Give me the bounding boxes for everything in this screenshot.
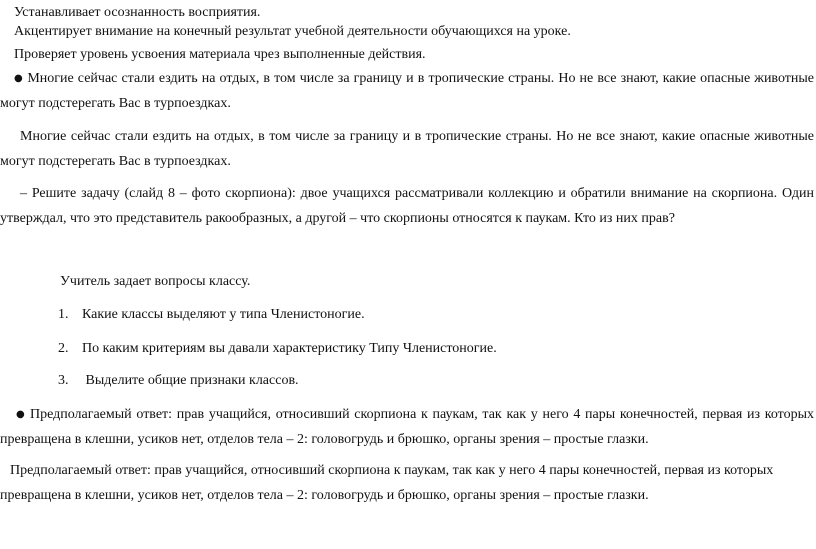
question-text: Выделите общие признаки классов.	[82, 373, 299, 388]
paragraph-check: Проверяет уровень усвоения материала чрез выполненные действия.	[14, 47, 426, 62]
question-item-3	[58, 372, 299, 390]
paragraph-travel: Многие сейчас стали ездить на отдых, в том числе за границу и в тропические страны. Но не все знают, какие опасные животные могут подстерегать Вас в турпоездках.	[0, 129, 814, 169]
paragraph-scorpion-task: – Решите задачу (слайд 8 – фото скорпиона): двое учащихся рассматривали коллекцию и обратили внимание на скорпиона. Один утверждал, что это представитель ракообразных, а другой – что скорпионы относятся к паукам. Кто из них прав?	[0, 186, 814, 226]
question-text: По каким критериям вы давали характеристику Типу Членистоногие.	[82, 341, 497, 356]
question-number: 1.	[58, 307, 69, 322]
paragraph-perception: Устанавливает осознанность восприятия.	[14, 5, 261, 20]
question-number: 2.	[58, 341, 69, 356]
bullet-icon: ●	[14, 73, 24, 84]
paragraph-travel-text: Многие сейчас стали ездить на отдых, в том числе за границу и в тропические страны. Но не все знают, какие опасные животные могут подстерегать Вас в турпоездках.	[0, 71, 814, 111]
bullet-icon: ●	[16, 409, 26, 420]
answer-repeated: Предполагаемый ответ: прав учащийся, относивший скорпиона к паукам, так как у него 4 пары конечностей, первая из которых превращена в клешни, усиков нет, отделов тела – 2: головогрудь и брюшко, органы зрения – простые глазки.	[0, 463, 774, 503]
question-text: Какие классы выделяют у типа Членистоногие.	[82, 307, 365, 322]
question-item-1	[58, 306, 365, 324]
question-number: 3.	[58, 373, 69, 388]
paragraph-travel-bulleted	[0, 66, 814, 116]
answer-text: Предполагаемый ответ: прав учащийся, относивший скорпиона к паукам, так как у него 4 пары конечностей, первая из которых превращена в клешни, усиков нет, отделов тела – 2: головогрудь и брюшко, органы зрения – простые глазки.	[0, 407, 814, 447]
paragraph-focus: Акцентирует внимание на конечный результат учебной деятельности обучающихся на уроке.	[14, 24, 571, 39]
teacher-question-intro: Учитель задает вопросы классу.	[60, 274, 251, 289]
question-item-2	[58, 340, 497, 358]
answer-bulleted	[0, 402, 814, 452]
